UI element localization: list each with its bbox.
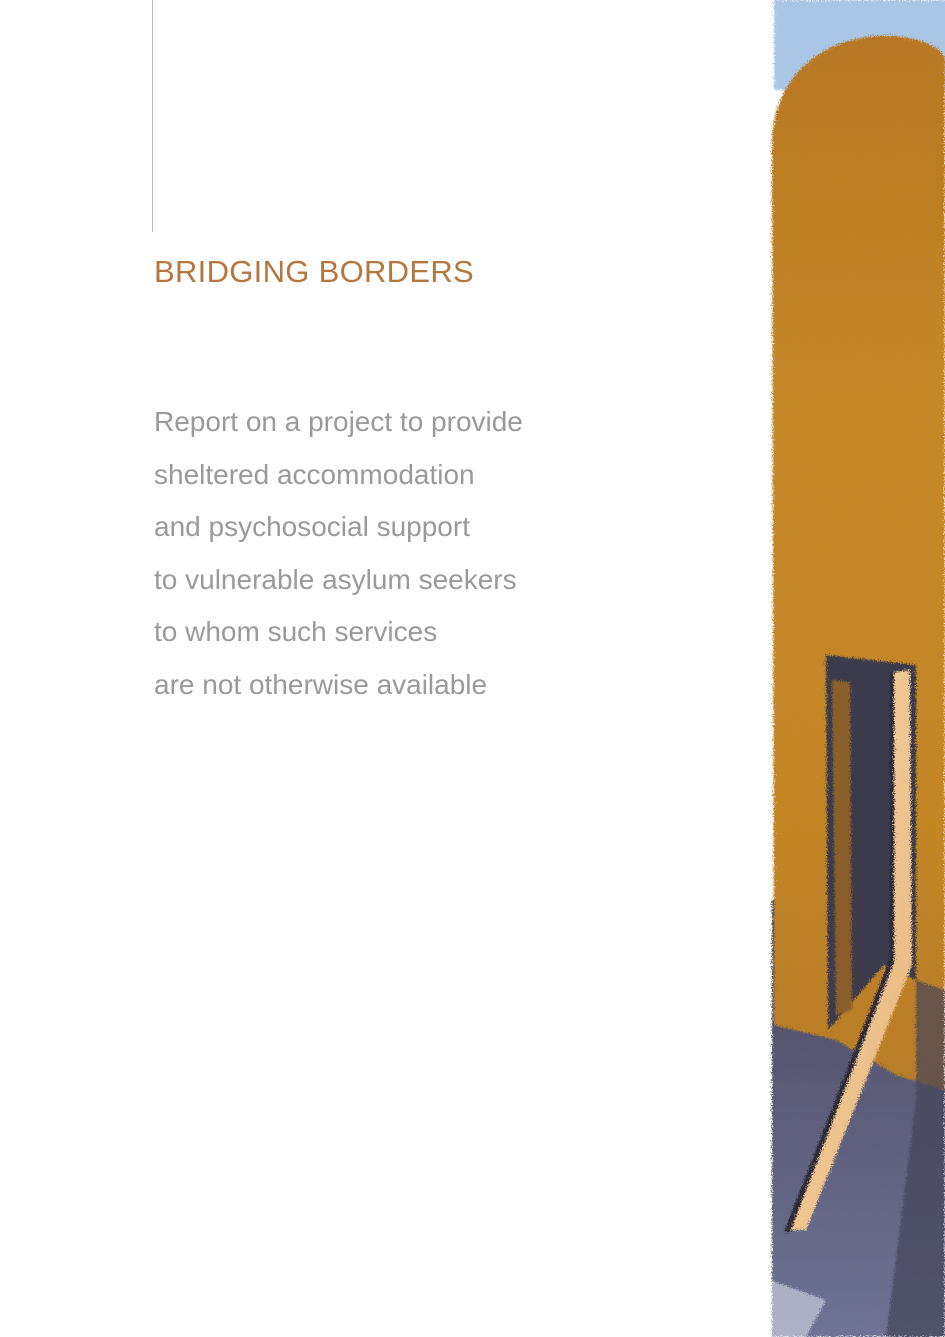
subtitle-line: sheltered accommodation [154,458,475,490]
doorway-painting-icon [766,0,945,1337]
subtitle-line: are not otherwise available [154,668,488,700]
document-title: BRIDGING BORDERS [154,254,475,289]
document-subtitle [154,396,523,711]
subtitle-line: to whom such services [154,616,438,647]
subtitle-line: and psychosocial support [154,511,470,542]
vertical-rule [152,0,153,232]
subtitle-line: Report on a project to provide [154,406,523,437]
doorway-painting [766,0,945,1337]
subtitle-line: to vulnerable asylum seekers [154,563,517,595]
